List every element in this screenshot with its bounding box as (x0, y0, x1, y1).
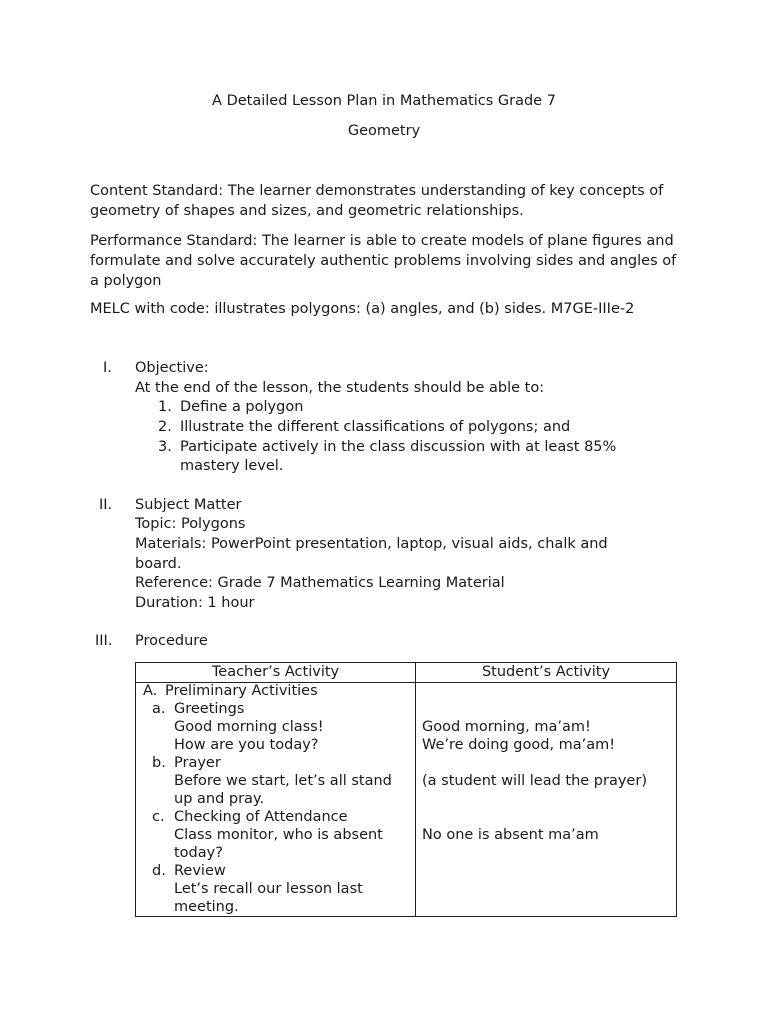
activity-letter: b. (152, 755, 166, 771)
teacher-line: Let’s recall our lesson last (174, 881, 363, 897)
teacher-line: How are you today? (174, 737, 319, 753)
objective-item-number: 1. (158, 399, 172, 415)
column-header-teacher: Teacher’s Activity (211, 664, 340, 680)
page-title: A Detailed Lesson Plan in Mathematics Grade 7 (212, 93, 556, 109)
subject-duration: Duration: 1 hour (135, 595, 255, 611)
objective-item-text: Illustrate the different classifications of polygons; and (180, 419, 571, 435)
column-header-student: Student’s Activity (481, 664, 611, 680)
activity-table (135, 662, 677, 917)
activity-letter: c. (152, 809, 165, 825)
section-heading-subject-matter: Subject Matter (135, 497, 242, 513)
activity-title: Review (174, 863, 226, 879)
subject-topic: Topic: Polygons (135, 516, 246, 532)
teacher-line: today? (174, 845, 223, 861)
activity-letter: d. (152, 863, 166, 879)
content-standard: Content Standard: The learner demonstrates understanding of key concepts of geometry of shapes and sizes, and geometric relationships. (90, 183, 664, 219)
objective-item-number: 2. (158, 419, 172, 435)
objective-item-number: 3. (158, 439, 172, 455)
teacher-line: Before we start, let’s all stand (174, 773, 392, 789)
activity-letter: a. (152, 701, 166, 717)
objective-item-text: Define a polygon (180, 399, 304, 415)
performance-standard: Performance Standard: The learner is able to create models of plane figures and formulate and solve accurately authentic problems involving sides and angles of a polygon (90, 233, 677, 289)
section-numeral-subject-matter: II. (99, 497, 113, 513)
teacher-line: Class monitor, who is absent (174, 827, 383, 843)
activity-title: Prayer (174, 755, 221, 771)
section-title: Preliminary Activities (165, 683, 318, 699)
student-response: (a student will lead the prayer) (422, 773, 647, 789)
subject-materials: Materials: PowerPoint presentation, laptop, visual aids, chalk and (135, 536, 608, 552)
objective-item-text: Participate actively in the class discussion with at least 85% (180, 439, 617, 455)
teacher-line: meeting. (174, 899, 239, 915)
subject-reference: Reference: Grade 7 Mathematics Learning Material (135, 575, 505, 591)
objective-intro: At the end of the lesson, the students should be able to: (135, 380, 545, 396)
section-heading-procedure: Procedure (135, 633, 208, 649)
page-subtitle: Geometry (347, 123, 421, 139)
section-label: A. (143, 683, 158, 699)
table-column-divider (415, 663, 416, 916)
student-response: Good morning, ma’am! (422, 719, 591, 735)
teacher-line: Good morning class! (174, 719, 324, 735)
melc-code: MELC with code: illustrates polygons: (a) angles, and (b) sides. M7GE-IIIe-2 (90, 301, 635, 317)
student-response: We’re doing good, ma’am! (422, 737, 616, 753)
section-numeral-procedure: III. (95, 633, 113, 649)
activity-title: Checking of Attendance (174, 809, 348, 825)
teacher-line: up and pray. (174, 791, 265, 807)
objective-item-text-continued: mastery level. (180, 458, 284, 474)
section-heading-objective: Objective: (135, 360, 209, 376)
subject-materials-continued: board. (135, 556, 182, 572)
student-response: No one is absent ma’am (422, 827, 599, 843)
activity-title: Greetings (174, 701, 245, 717)
section-numeral-objective: I. (103, 360, 112, 376)
